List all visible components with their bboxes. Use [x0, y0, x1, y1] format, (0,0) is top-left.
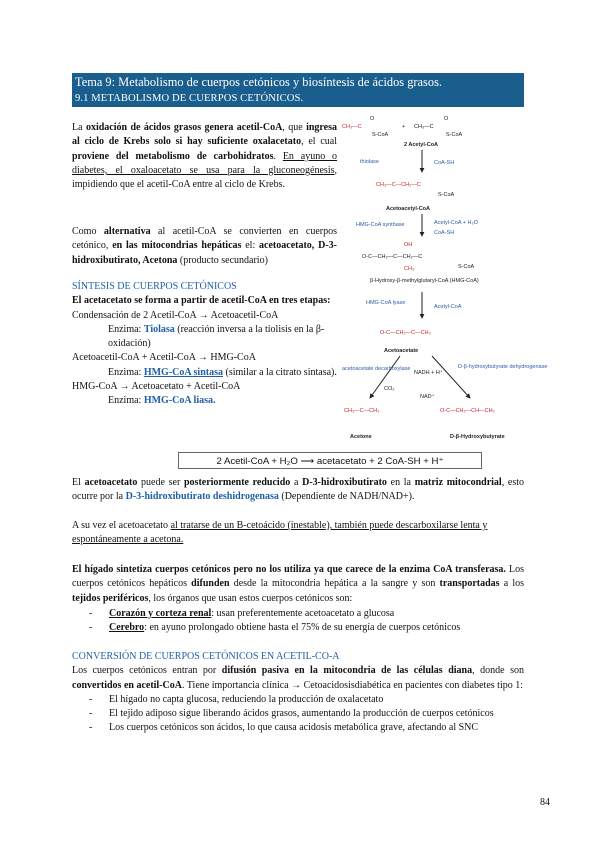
liver-paragraph: El hígado sintetiza cuerpos cetónicos pero no los utiliza ya que carece de la enzima CoA transferasa. Los cuerpos cetónicos hepáticos difunden desde la mitocondria hepática a la sangre y son transportadas a los tejidos periféricos, los órganos que usan estos cuerpos cetónicos son:: [72, 564, 525, 604]
step-2-enzyme: Enzima: HMG-CoA sintasa (similar a la citrato sintasa).: [108, 366, 337, 378]
struct-oh: OH: [404, 242, 413, 248]
arrow-reduction: [432, 356, 470, 398]
list-item: - Corazón y corteza renal: usan preferentemente acetoacetato a glucosa: [72, 607, 524, 621]
step-1: Condensación de 2 Acetil-CoA → Acetoacetil-CoA: [72, 309, 279, 321]
conversion-paragraph: Los cuerpos cetónicos entran por difusión pasiva en la mitocondria de las células diana, donde son convertidos en acetil-CoA. Tiene importancia clínica → Cetoacidosisdiabética en pacientes con diabetes tipo 1:: [72, 665, 524, 691]
label-thiolase: thiolase: [360, 159, 379, 165]
step-2: Acetoacetil-CoA + Acetil-CoA → HMG-CoA: [72, 352, 256, 364]
label-acetoacetylcoa: Acetoacetyl-CoA: [386, 206, 431, 212]
synthesis-section: [72, 280, 340, 409]
intro-paragraph-1: La oxidación de ácidos grasos genera acetil-CoA, que ingresa al ciclo de Krebs solo si hay suficiente oxalacetato, el cual proviene del metabolismo de carbohidratos. En ayuno o diabetes, el oxaloacetato se usa para la gluconeogénesis, impidiendo que el acetil-CoA entre al ciclo de Krebs.: [72, 122, 338, 191]
list-item: - Cerebro: en ayuno prolongado obtiene hasta el 75% de su energía de cuerpos cetónicos: [72, 621, 524, 635]
label-dehydrogenase: D-β-hydroxybutyrate dehydrogenase: [458, 364, 548, 370]
label-coash-2: CoA-SH: [434, 230, 455, 236]
chapter-title: Tema 9: Metabolismo de cuerpos cetónicos y biosíntesis de ácidos grasos.: [72, 73, 524, 91]
label-hmg-synthase: HMG-CoA synthase: [356, 222, 405, 228]
step-3: HMG-CoA → Acetoacetato + Acetil-CoA: [72, 381, 241, 393]
struct-o-a: O: [370, 116, 375, 122]
label-2-acetylcoa: 2 Acetyl-CoA: [404, 142, 439, 148]
label-acetone: Acetone: [350, 434, 372, 440]
summary-equation: 2 Acetil-CoA + H₂O ⟶ acetacetato + 2 CoA-SH + H⁺: [178, 452, 482, 469]
list-item: - El tejido adiposo sigue liberando ácidos grasos, aumentando la producción de cuerpos cetónicos: [72, 707, 524, 721]
struct-ch3: CH₃: [404, 266, 415, 272]
struct-scoa-c: S-CoA: [438, 192, 455, 198]
label-acetylcoa-h2o: Acetyl-CoA + H₂O: [434, 220, 478, 226]
step-3-enzyme: Enzima: HMG-CoA liasa.: [108, 395, 216, 407]
intro-paragraph-2: Como alternativa al acetil-CoA se convierten en cuerpos cetónico, en las mitocondrias hepáticas el: acetoacetato, D-3-hidroxibutirato, Acetona (producto secundario): [72, 226, 337, 266]
page-number: 84: [540, 797, 550, 808]
struct-scoa-a: S-CoA: [372, 132, 389, 138]
label-acetylcoa-out: Acetyl-CoA: [434, 304, 462, 310]
label-coash: CoA-SH: [434, 160, 455, 166]
struct-acetylcoa-b: CH₃—C: [414, 124, 434, 130]
decarboxylation-paragraph: A su vez el acetoacetato al tratarse de un B-cetoácido (inestable), también puede descarboxilarse lenta y espontáneamente a acetona.: [72, 520, 488, 546]
plus-sign: +: [402, 124, 406, 130]
synthesis-lead: El acetacetato se forma a partir de acetil-CoA en tres etapas:: [72, 295, 331, 307]
section-title: 9.1 METABOLISMO DE CUERPOS CETÓNICOS.: [72, 91, 524, 107]
synthesis-heading: SÍNTESIS DE CUERPOS CETÓNICOS: [72, 281, 237, 292]
list-item: - El hígado no capta glucosa, reduciendo la producción de oxalacetato: [72, 693, 524, 707]
label-nadh: NADH + H⁺: [414, 370, 443, 376]
label-hmgcoa: β-Hydroxy-β-methylglutaryl-CoA (HMG-CoA): [370, 278, 479, 284]
struct-acetylcoa-a: CH₃—C: [342, 124, 362, 130]
struct-hydroxybutyrate: O-C—CH₂—CH—CH₃: [440, 408, 495, 414]
label-nad: NAD⁺: [420, 394, 435, 400]
struct-acetoacetylcoa: CH₃—C—CH₂—C: [376, 182, 421, 188]
label-acetoacetate: Acetoacetate: [384, 348, 419, 354]
organ-list: [72, 607, 524, 636]
struct-scoa-d: S-CoA: [458, 264, 475, 270]
struct-scoa-b: S-CoA: [446, 132, 463, 138]
struct-hmg: O-C—CH₂—C—CH₂—C: [362, 254, 423, 260]
reduction-paragraph: El acetoacetato puede ser posteriormente reducido a D-3-hidroxibutirato en la matriz mitocondrial, esto ocurre por la D-3-hidroxibutirato deshidrogenasa (Dependiente de NADH/NAD+).: [72, 477, 525, 503]
list-item: - Los cuerpos cetónicos son ácidos, lo que causa acidosis metabólica grave, afectando al SNC: [72, 721, 524, 735]
label-hmg-lyase: HMG-CoA lyase: [366, 300, 406, 306]
ketoacidosis-list: [72, 693, 524, 736]
step-1-enzyme: Enzima: Tiolasa (reacción inversa a la tiolisis en la β-oxidación): [108, 323, 325, 350]
label-decarboxylase: acetoacetate decarboxylase: [342, 366, 411, 372]
conversion-section: [72, 650, 524, 736]
label-hydroxybutyrate: D-β-Hydroxybutyrate: [450, 434, 505, 440]
ketogenesis-diagram: [340, 108, 548, 446]
struct-acetone: CH₃—C—CH₃: [344, 408, 380, 414]
struct-acetoacetate: O-C—CH₂—C—CH₃: [380, 330, 431, 336]
struct-o-b: O: [444, 116, 449, 122]
label-co2: CO₂: [384, 386, 395, 392]
conversion-heading: CONVERSIÓN DE CUERPOS CETÓNICOS EN ACETIL-CO-A: [72, 651, 340, 662]
